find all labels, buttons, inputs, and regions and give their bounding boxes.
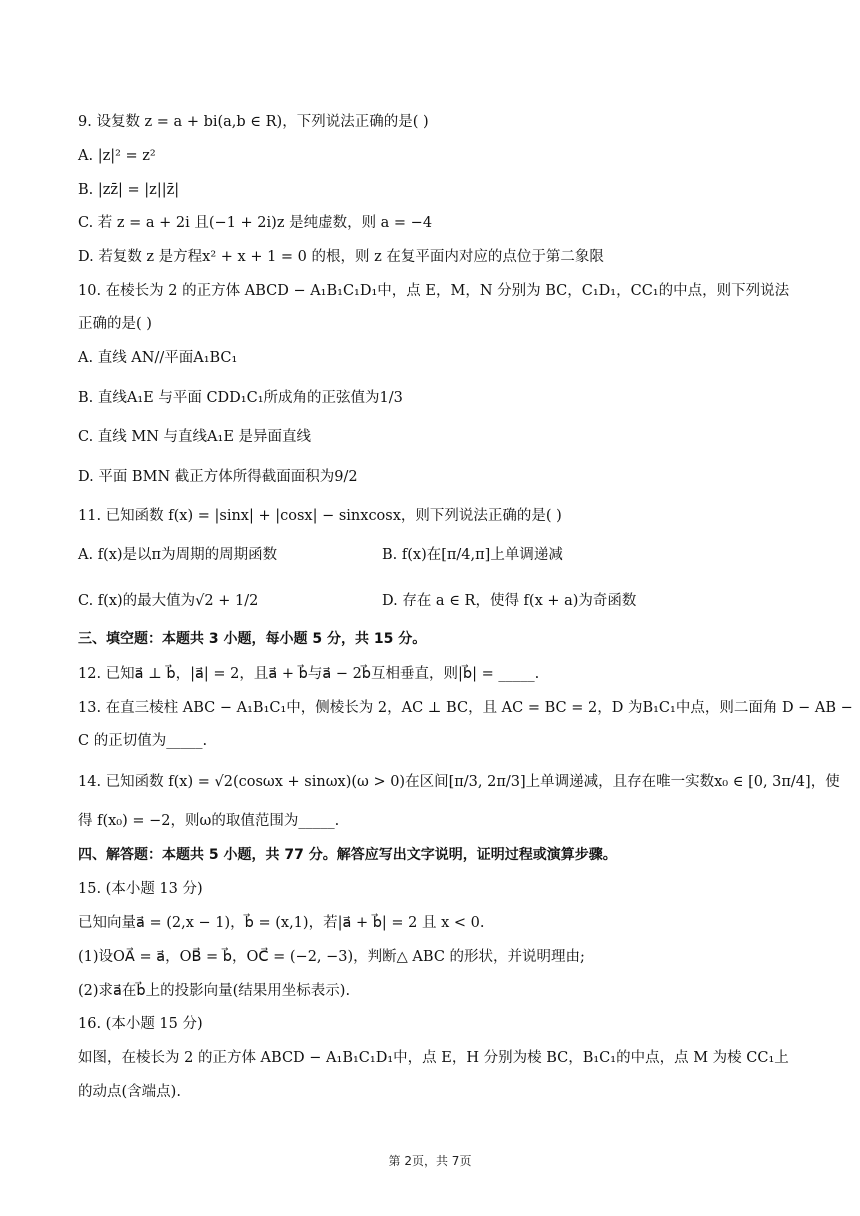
question-16-header: 16. (本小题 15 分) [78,1016,203,1032]
question-12: 12. 已知a⃗ ⊥ b⃗，|a⃗| = 2，且a⃗ + b⃗与a⃗ − 2b⃗互相垂直，则|b⃗| = _____. [78,666,540,682]
q9-option-d: D. 若复数 z 是方程x² + x + 1 = 0 的根，则 z 在复平面内对应的点位于第二象限 [78,249,604,265]
q10-option-b: B. 直线A₁E 与平面 CDD₁C₁所成角的正弦值为1/3 [78,390,403,406]
q9-option-c: C. 若 z = a + 2i 且(−1 + 2i)z 是纯虚数，则 a = −4 [78,215,433,231]
question-15-part-1: (1)设OA⃗ = a⃗，OB⃗ = b⃗，OC⃗ = (−2, −3)，判断△ ABC 的形状，并说明理由; [78,949,585,965]
section-3-heading: 三、填空题：本题共 3 小题，每小题 5 分，共 15 分。 [78,631,427,647]
question-15-header: 15. (本小题 13 分) [78,881,203,897]
q11-option-b: B. f(x)在[π/4,π]上单调递减 [382,547,563,563]
question-10-stem: 10. 在棱长为 2 的正方体 ABCD − A₁B₁C₁D₁中，点 E，M，N 分别为 BC，C₁D₁，CC₁的中点，则下列说法 [78,283,790,299]
question-11-stem: 11. 已知函数 f(x) = |sinx| + |cosx| − sinxcosx，则下列说法正确的是( ) [78,508,562,524]
question-10-stem-cont: 正确的是( ) [78,316,152,332]
q11-option-a: A. f(x)是以π为周期的周期函数 [78,547,278,563]
question-14-cont: 得 f(x₀) = −2，则ω的取值范围为_____. [78,813,340,829]
question-16-body: 如图，在棱长为 2 的正方体 ABCD − A₁B₁C₁D₁中，点 E，H 分别为棱 BC，B₁C₁的中点，点 M 为棱 CC₁上 [78,1050,789,1066]
page-footer: 第 2页，共 7页 [388,1154,472,1168]
question-9-stem: 9. 设复数 z = a + bi(a,b ∈ R)，下列说法正确的是( ) [78,114,429,130]
section-4-heading: 四、解答题：本题共 5 小题，共 77 分。解答应写出文字说明，证明过程或演算步骤。 [78,847,617,863]
q11-option-c: C. f(x)的最大值为√2 + 1/2 [78,593,259,609]
q9-option-a: A. |z|² = z² [78,148,156,164]
q11-option-d: D. 存在 a ∈ R，使得 f(x + a)为奇函数 [382,593,637,609]
question-15-body: 已知向量a⃗ = (2,x − 1)，b⃗ = (x,1)，若|a⃗ + b⃗| = 2 且 x < 0. [78,915,485,931]
q9-option-b: B. |zz̄| = |z||z̄| [78,182,180,198]
q10-option-a: A. 直线 AN//平面A₁BC₁ [78,350,238,366]
q10-option-d: D. 平面 BMN 截正方体所得截面面积为9/2 [78,469,358,485]
question-15-part-2: (2)求a⃗在b⃗上的投影向量(结果用坐标表示). [78,983,351,999]
question-14: 14. 已知函数 f(x) = √2(cosωx + sinωx)(ω > 0)在区间[π/3, 2π/3]上单调递减，且存在唯一实数x₀ ∈ [0, 3π/4]，使 [78,774,840,790]
q10-option-c: C. 直线 MN 与直线A₁E 是异面直线 [78,429,312,445]
question-13: 13. 在直三棱柱 ABC − A₁B₁C₁中，侧棱长为 2，AC ⊥ BC，且 AC = BC = 2，D 为B₁C₁中点，则二面角 D − AB − [78,700,853,716]
question-13-cont: C 的正切值为_____. [78,733,208,749]
question-16-body-cont: 的动点(含端点). [78,1084,181,1100]
